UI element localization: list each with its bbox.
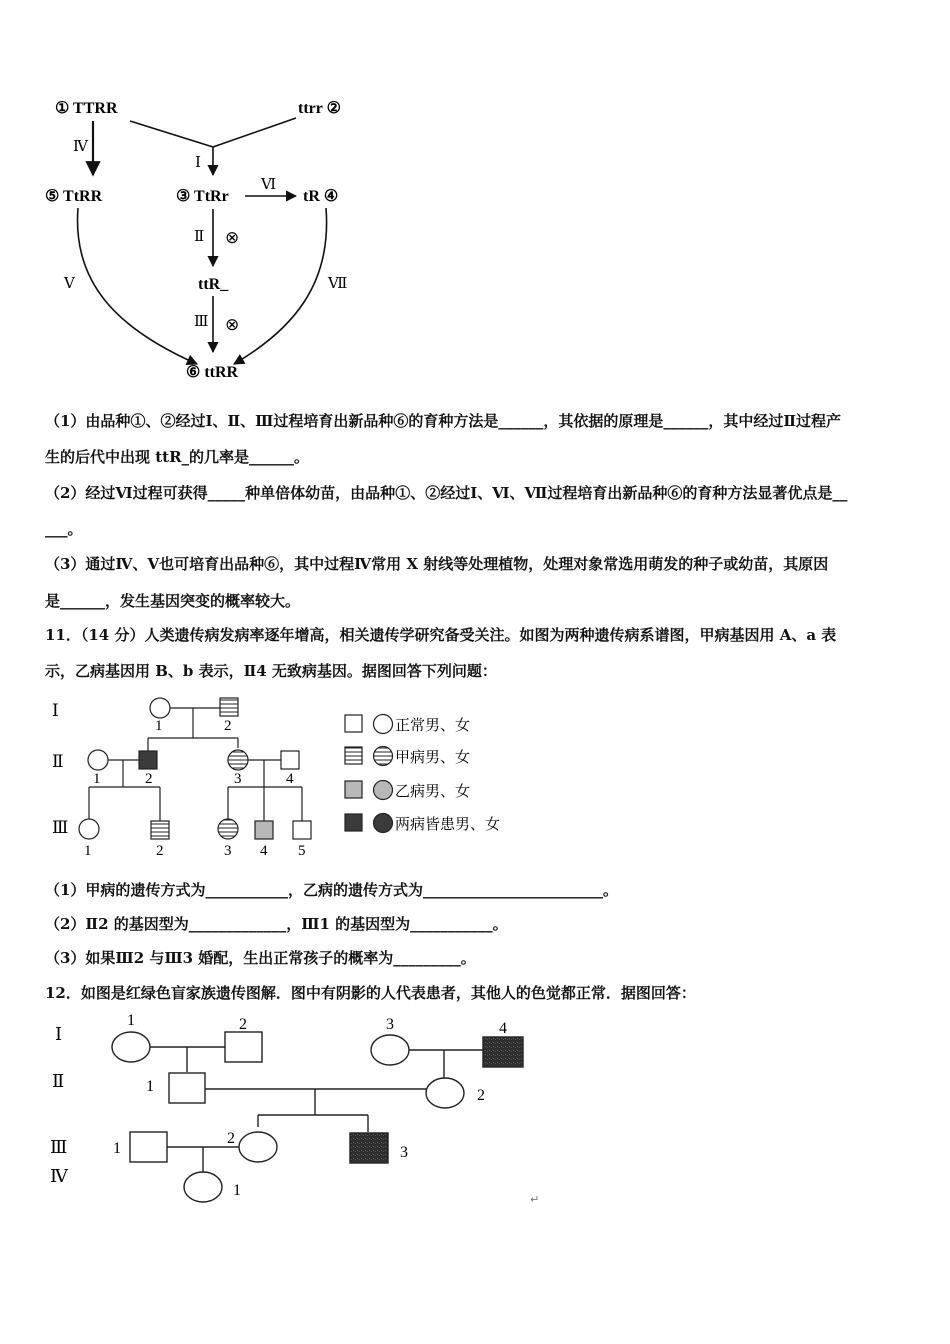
q10-part3-line2: 是______，发生基因突变的概率较大。	[45, 592, 301, 610]
q10-part1-line2: 生的后代中出现 ttR_的几率是______。	[45, 448, 310, 466]
q11-sub2: （2）Ⅱ2 的基因型为_____________，Ⅲ1 的基因型为___________。	[45, 915, 508, 933]
person12-IV1	[184, 1172, 222, 1202]
person-II4	[281, 751, 299, 769]
person-III3	[218, 819, 238, 839]
selfing-mark-2: ⊗	[225, 315, 240, 335]
legend-jia-female	[374, 747, 393, 766]
person-II3	[228, 750, 248, 770]
legend-both-male	[345, 814, 362, 831]
num12-III1: 1	[113, 1140, 121, 1157]
person-III1	[79, 819, 99, 839]
legend-jia-label: 甲病男、女	[395, 748, 471, 766]
person12-II1	[169, 1073, 205, 1103]
gen12-label-2: Ⅱ	[52, 1071, 65, 1091]
num12-II1: 1	[146, 1078, 154, 1095]
gen12-label-4: Ⅳ	[50, 1166, 68, 1186]
node-mid: ttR_	[198, 276, 229, 293]
gen12-label-3: Ⅲ	[50, 1137, 68, 1157]
num12-III2: 2	[227, 1130, 235, 1147]
pedigree-q12	[0, 1005, 620, 1215]
route-1: Ⅰ	[195, 155, 201, 171]
q10-part3-line1: （3）通过Ⅳ、Ⅴ也可培育出品种⑥，其中过程Ⅳ常用 X 射线等处理植物，处理对象常选用萌发的种子或幼苗，其原因	[45, 555, 829, 573]
legend-jia-male	[345, 747, 362, 764]
route-3: Ⅲ	[194, 314, 209, 330]
num-III2: 2	[156, 843, 164, 859]
num-III4: 4	[260, 843, 268, 859]
gen12-label-1: Ⅰ	[55, 1024, 63, 1044]
person12-I4	[483, 1037, 523, 1067]
person-I1	[150, 698, 170, 718]
route-7: Ⅶ	[328, 276, 348, 292]
num12-III3: 3	[400, 1144, 408, 1161]
person12-I3	[371, 1035, 409, 1065]
person12-III1	[130, 1132, 167, 1162]
num-II4: 4	[286, 771, 294, 787]
num12-I2: 2	[239, 1016, 247, 1033]
num-I2: 2	[224, 718, 232, 734]
legend-yi-female	[374, 781, 393, 800]
node-6: ⑥ ttRR	[186, 364, 239, 381]
legend-yi-male	[345, 781, 362, 798]
num12-I3: 3	[386, 1016, 394, 1033]
person12-II2	[426, 1078, 464, 1108]
q10-part2-line1: （2）经过Ⅵ过程可获得_____种单倍体幼苗，由品种①、②经过Ⅰ、Ⅵ、Ⅶ过程培育出新品种⑥的育种方法显著优点是__	[45, 484, 848, 502]
gen-label-3: Ⅲ	[52, 818, 69, 837]
node-2: ttrr ②	[298, 100, 341, 117]
breeding-diagram	[0, 0, 950, 400]
q11-heading-line2: 示，乙病基因用 B、b 表示，Ⅱ4 无致病基因。据图回答下列问题：	[45, 662, 497, 680]
q12-heading: 12．如图是红绿色盲家族遗传图解．图中有阴影的人代表患者，其他人的色觉都正常．据图回答：	[45, 984, 696, 1002]
legend-normal-male	[345, 715, 362, 732]
num12-II2: 2	[477, 1087, 485, 1104]
route-6: Ⅵ	[261, 177, 277, 193]
num-II3: 3	[234, 771, 242, 787]
q10-part2-line2: ___。	[45, 520, 83, 538]
num-I1: 1	[155, 718, 163, 734]
num-III5: 5	[298, 843, 306, 859]
node-5: ⑤ TtRR	[45, 188, 103, 205]
pedigree-q11	[0, 690, 560, 870]
route-5: Ⅴ	[64, 276, 75, 292]
num-III3: 3	[224, 843, 232, 859]
selfing-mark-1: ⊗	[225, 228, 240, 248]
num12-I4: 4	[499, 1020, 507, 1037]
num12-IV1: 1	[233, 1182, 241, 1199]
person-II1	[88, 750, 108, 770]
person-III2	[151, 821, 169, 839]
person-I2	[220, 698, 238, 716]
person-II2	[139, 751, 157, 769]
q11-sub3: （3）如果Ⅲ2 与Ⅲ3 婚配，生出正常孩子的概率为_________。	[45, 949, 476, 967]
paragraph-mark: ↵	[530, 1193, 540, 1206]
gen-label-2: Ⅱ	[52, 752, 64, 771]
person12-III2	[239, 1132, 277, 1162]
num-II1: 1	[93, 771, 101, 787]
node-1: ① TTRR	[55, 100, 118, 117]
person-III4	[255, 821, 273, 839]
node-3: ③ TtRr	[176, 188, 229, 205]
legend-both-female	[374, 814, 393, 833]
q11-sub1: （1）甲病的遗传方式为___________，乙病的遗传方式为________________________。	[45, 881, 618, 899]
route-2: Ⅱ	[194, 229, 205, 245]
num-III1: 1	[84, 843, 92, 859]
person-III5	[293, 821, 311, 839]
person12-I2	[225, 1032, 262, 1062]
route-4: Ⅳ	[73, 139, 88, 155]
gen-label-1: Ⅰ	[52, 701, 59, 720]
num12-I1: 1	[127, 1012, 135, 1029]
legend-both-label: 两病皆患男、女	[395, 815, 501, 833]
person12-I1	[112, 1032, 150, 1062]
legend-yi-label: 乙病男、女	[395, 782, 471, 800]
person12-III3	[350, 1133, 388, 1163]
num-II2: 2	[145, 771, 153, 787]
q10-part1-line1: （1）由品种①、②经过Ⅰ、Ⅱ、Ⅲ过程培育出新品种⑥的育种方法是______，其依据的原理是______，其中经过Ⅱ过程产	[45, 412, 842, 430]
q11-heading-line1: 11．（14 分）人类遗传病发病率逐年增高，相关遗传学研究备受关注。如图为两种遗传病系谱图，甲病基因用 A、a 表	[45, 626, 837, 644]
legend-normal-female	[374, 715, 393, 734]
node-4: tR ④	[303, 188, 339, 205]
legend-normal-label: 正常男、女	[395, 716, 471, 734]
